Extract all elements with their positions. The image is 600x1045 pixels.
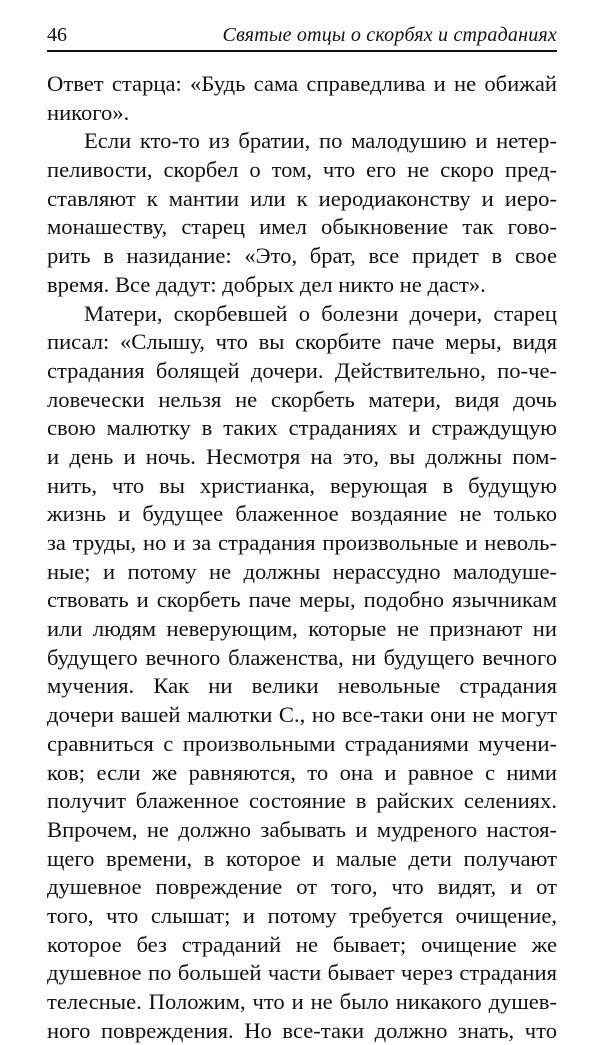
text-line: ставляют к мантии или к иеродиаконству и иеро- xyxy=(47,185,557,211)
text-line: жизнь и будущее блаженное воздаяние не только xyxy=(47,501,557,527)
text-line: Матери, скорбевшей о болезни дочери, старец xyxy=(84,300,557,326)
text-line: или людям неверующим, которые не признают ни xyxy=(47,616,557,642)
text-line: ствовать и скорбеть паче меры, подобно язычникам xyxy=(47,587,557,613)
text-line: мучения. Как ни велики невольные страдания xyxy=(47,673,557,699)
body-text xyxy=(47,70,557,1045)
text-line: свою малютку в таких страданиях и страждущую xyxy=(47,415,557,441)
text-line: Впрочем, не должно забывать и мудреного настоя- xyxy=(47,816,557,842)
text-line: ные; и потому не должны нерассудно малодуше- xyxy=(47,558,557,584)
text-line: телесные. Положим, что и не было никакого душев- xyxy=(47,989,557,1014)
running-title: Святые отцы о скорбях и страданиях xyxy=(222,24,557,46)
text-line: время. Все дадут: добрых дел никто не даст». xyxy=(47,271,486,297)
text-line: монашеству, старец имел обыкновение так гово- xyxy=(47,214,557,240)
text-line: будущего вечного блаженства, ни будущего вечного xyxy=(47,644,557,670)
text-line: за труды, но и за страдания произвольные и неволь- xyxy=(47,530,557,555)
text-line: страдания болящей дочери. Действительно, по-че- xyxy=(47,357,557,383)
text-line: Если кто-то из братии, по малодушию и нетер- xyxy=(84,128,557,154)
text-line: нить, что вы христианка, верующая в будущую xyxy=(47,472,557,498)
text-line: щего времени, в которое и малые дети получают xyxy=(47,845,557,871)
text-line: ков; если же равняются, то она и равное с ними xyxy=(47,759,557,785)
text-line: дочери вашей малютки С., но все-таки они не могут xyxy=(47,702,557,728)
page-number: 46 xyxy=(47,24,67,46)
text-line: ловечески нельзя не скорбеть матери, видя дочь xyxy=(47,386,557,412)
text-line: и день и ночь. Несмотря на это, вы должны пом- xyxy=(47,443,557,469)
text-line: писал: «Слышу, что вы скорбите паче меры, видя xyxy=(47,329,557,355)
text-line: которое без страданий не бывает; очищение же xyxy=(47,931,557,957)
text-line: душевное повреждение от того, что видят, и от xyxy=(47,874,557,900)
text-line: пеливости, скорбел о том, что его не скоро пред- xyxy=(47,157,557,183)
text-line: рить в назидание: «Это, брат, все придет в свое xyxy=(47,243,557,269)
text-line: душевное по большей части бывает через страдания xyxy=(47,960,557,986)
text-line: сравниться с произвольными страданиями мучени- xyxy=(47,730,557,756)
text-line: ного повреждения. Но все-таки должно знать, что xyxy=(47,1017,557,1043)
text-line: получит блаженное состояние в райских селениях. xyxy=(47,788,557,814)
page-header xyxy=(47,22,557,52)
text-line: того, что слышат; и потому требуется очищение, xyxy=(47,902,557,928)
text-line: Ответ старца: «Будь сама справедлива и не обижай xyxy=(47,71,557,96)
text-line: никого». xyxy=(47,99,130,125)
